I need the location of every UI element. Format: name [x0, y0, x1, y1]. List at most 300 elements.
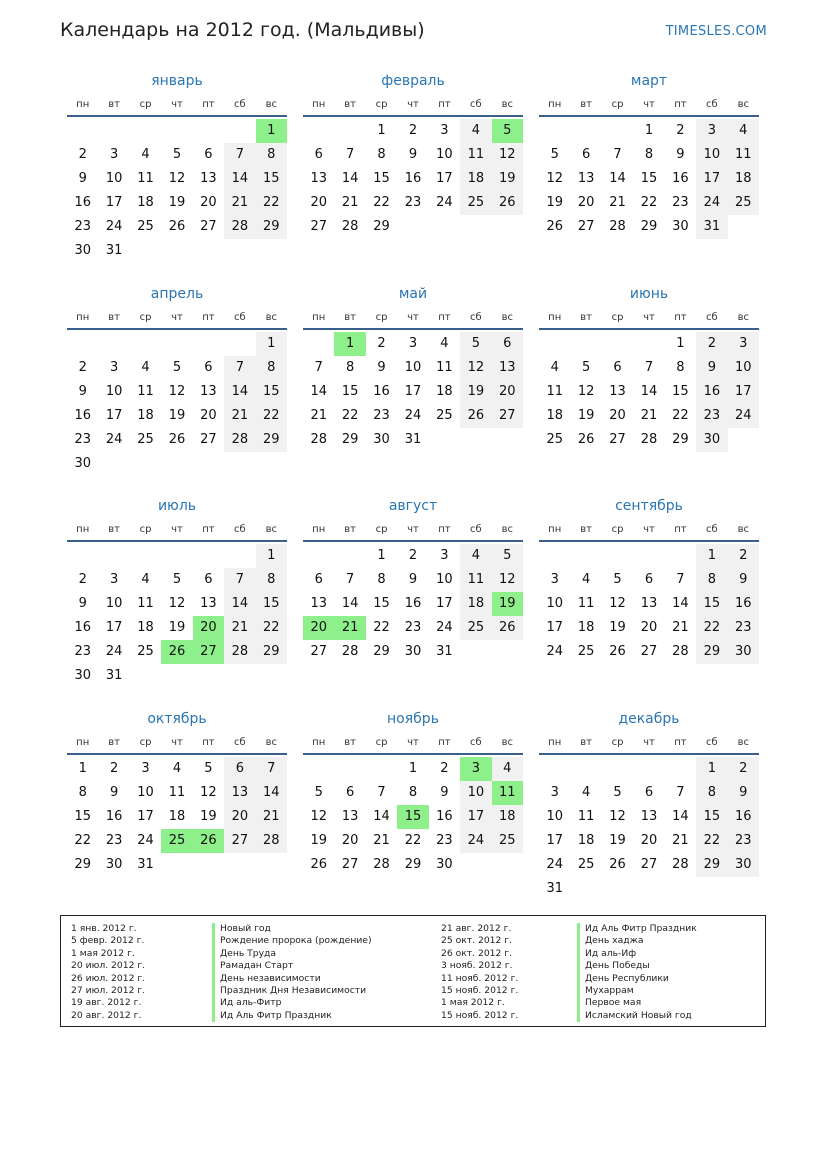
day-cell[interactable]: 21 [256, 805, 287, 829]
day-cell[interactable]: 18 [460, 592, 491, 616]
day-cell[interactable]: 14 [310, 384, 327, 399]
day-cell[interactable]: 21 [609, 195, 626, 210]
day-cell[interactable]: 18 [168, 809, 186, 824]
day-cell[interactable]: 22 [256, 404, 287, 428]
day-cell[interactable]: 28 [640, 432, 658, 447]
day-cell[interactable]: 25 [137, 219, 154, 234]
day-cell[interactable]: 20 [640, 833, 658, 848]
day-cell[interactable]: 4 [581, 785, 591, 800]
day-cell[interactable]: 18 [137, 408, 154, 423]
day-cell[interactable]: 11 [492, 781, 523, 805]
day-cell[interactable]: 2 [408, 548, 418, 563]
day-cell[interactable]: 26 [492, 191, 523, 215]
day-cell[interactable]: 12 [492, 143, 523, 167]
day-cell[interactable]: 25 [577, 857, 595, 872]
day-cell[interactable]: 24 [404, 408, 422, 423]
day-cell[interactable]: 26 [193, 829, 224, 853]
day-cell[interactable]: 30 [436, 857, 453, 872]
day-cell[interactable]: 17 [728, 380, 759, 404]
day-cell[interactable]: 9 [377, 360, 386, 375]
day-cell[interactable]: 29 [256, 215, 287, 239]
day-cell[interactable]: 10 [105, 171, 123, 186]
day-cell[interactable]: 29 [672, 432, 689, 447]
day-cell[interactable]: 4 [460, 119, 491, 143]
day-cell[interactable]: 18 [728, 167, 759, 191]
day-cell[interactable]: 4 [141, 147, 150, 162]
day-cell[interactable]: 12 [492, 568, 523, 592]
day-cell[interactable]: 27 [609, 432, 626, 447]
day-cell[interactable]: 24 [436, 195, 453, 210]
day-cell[interactable]: 23 [728, 616, 759, 640]
day-cell[interactable]: 17 [404, 384, 422, 399]
day-cell[interactable]: 14 [256, 781, 287, 805]
day-cell[interactable]: 4 [550, 360, 559, 375]
day-cell[interactable]: 18 [492, 805, 523, 829]
day-cell[interactable]: 25 [492, 829, 523, 853]
day-cell[interactable]: 27 [341, 857, 359, 872]
day-cell[interactable]: 3 [550, 572, 559, 587]
day-cell[interactable]: 2 [78, 572, 87, 587]
day-cell[interactable]: 11 [460, 143, 491, 167]
day-cell[interactable]: 27 [492, 404, 523, 428]
day-cell[interactable]: 16 [105, 809, 123, 824]
day-cell[interactable]: 27 [640, 857, 658, 872]
day-cell[interactable]: 15 [341, 384, 359, 399]
day-cell[interactable]: 10 [460, 781, 491, 805]
day-cell[interactable]: 20 [200, 195, 217, 210]
day-cell[interactable]: 31 [137, 857, 154, 872]
day-cell[interactable]: 4 [440, 336, 449, 351]
day-cell[interactable]: 14 [341, 171, 359, 186]
day-cell[interactable]: 19 [492, 167, 523, 191]
day-cell[interactable]: 27 [224, 829, 255, 853]
day-cell[interactable]: 1 [377, 548, 386, 563]
day-cell[interactable]: 15 [672, 384, 689, 399]
day-cell[interactable]: 13 [609, 384, 626, 399]
day-cell[interactable]: 12 [609, 596, 626, 611]
day-cell[interactable]: 28 [224, 428, 255, 452]
day-cell[interactable]: 7 [314, 360, 323, 375]
day-cell[interactable]: 2 [676, 123, 685, 138]
day-cell[interactable]: 24 [546, 644, 563, 659]
day-cell[interactable]: 29 [341, 432, 359, 447]
day-cell[interactable]: 12 [460, 356, 491, 380]
day-cell[interactable]: 30 [404, 644, 422, 659]
day-cell[interactable]: 31 [436, 644, 453, 659]
day-cell[interactable]: 29 [404, 857, 422, 872]
day-cell[interactable]: 21 [672, 833, 689, 848]
day-cell[interactable]: 10 [696, 143, 727, 167]
day-cell[interactable]: 11 [168, 785, 186, 800]
day-cell[interactable]: 21 [334, 616, 365, 640]
day-cell[interactable]: 30 [373, 432, 390, 447]
day-cell[interactable]: 15 [256, 592, 287, 616]
day-cell[interactable]: 3 [408, 336, 418, 351]
day-cell[interactable]: 7 [224, 143, 255, 167]
day-cell[interactable]: 26 [609, 857, 626, 872]
day-cell[interactable]: 8 [408, 785, 418, 800]
day-cell[interactable]: 21 [224, 616, 255, 640]
day-cell[interactable]: 6 [204, 360, 213, 375]
day-cell[interactable]: 2 [408, 123, 418, 138]
day-cell[interactable]: 7 [377, 785, 386, 800]
day-cell[interactable]: 25 [436, 408, 453, 423]
day-cell[interactable]: 20 [303, 616, 334, 640]
day-cell[interactable]: 1 [78, 761, 87, 776]
day-cell[interactable]: 11 [137, 596, 154, 611]
day-cell[interactable]: 6 [644, 785, 654, 800]
day-cell[interactable]: 13 [640, 809, 658, 824]
day-cell[interactable]: 16 [728, 592, 759, 616]
day-cell[interactable]: 30 [672, 219, 689, 234]
day-cell[interactable]: 5 [581, 360, 591, 375]
day-cell[interactable]: 13 [200, 171, 217, 186]
day-cell[interactable]: 28 [310, 432, 327, 447]
day-cell[interactable]: 28 [341, 219, 359, 234]
day-cell[interactable]: 22 [256, 191, 287, 215]
day-cell[interactable]: 7 [676, 785, 685, 800]
day-cell[interactable]: 26 [310, 857, 327, 872]
day-cell[interactable]: 24 [137, 833, 154, 848]
day-cell[interactable]: 5 [314, 785, 323, 800]
day-cell[interactable]: 8 [377, 147, 386, 162]
day-cell[interactable]: 8 [78, 785, 87, 800]
day-cell[interactable]: 6 [492, 332, 523, 356]
day-cell[interactable]: 22 [696, 616, 727, 640]
day-cell[interactable]: 26 [609, 644, 626, 659]
day-cell[interactable]: 23 [672, 195, 689, 210]
day-cell[interactable]: 27 [640, 644, 658, 659]
day-cell[interactable]: 12 [609, 809, 626, 824]
day-cell[interactable]: 3 [109, 360, 119, 375]
day-cell[interactable]: 23 [74, 219, 91, 234]
day-cell[interactable]: 2 [728, 757, 759, 781]
day-cell[interactable]: 9 [728, 781, 759, 805]
day-cell[interactable]: 16 [404, 171, 422, 186]
day-cell[interactable]: 29 [256, 640, 287, 664]
day-cell[interactable]: 2 [78, 147, 87, 162]
day-cell[interactable]: 21 [672, 620, 689, 635]
day-cell[interactable]: 5 [460, 332, 491, 356]
day-cell[interactable]: 15 [696, 805, 727, 829]
day-cell[interactable]: 3 [550, 785, 559, 800]
day-cell[interactable]: 17 [105, 620, 123, 635]
day-cell[interactable]: 17 [105, 408, 123, 423]
day-cell[interactable]: 3 [141, 761, 150, 776]
day-cell[interactable]: 19 [546, 195, 563, 210]
day-cell[interactable]: 5 [172, 360, 182, 375]
day-cell[interactable]: 21 [640, 408, 658, 423]
day-cell[interactable]: 28 [256, 829, 287, 853]
day-cell[interactable]: 9 [78, 384, 87, 399]
day-cell[interactable]: 2 [377, 336, 386, 351]
day-cell[interactable]: 1 [696, 757, 727, 781]
day-cell[interactable]: 9 [78, 171, 87, 186]
day-cell[interactable]: 13 [341, 809, 359, 824]
day-cell[interactable]: 23 [404, 195, 422, 210]
day-cell[interactable]: 31 [105, 243, 123, 258]
day-cell[interactable]: 4 [581, 572, 591, 587]
day-cell[interactable]: 26 [460, 404, 491, 428]
day-cell[interactable]: 11 [577, 809, 595, 824]
day-cell[interactable]: 11 [728, 143, 759, 167]
day-cell[interactable]: 26 [161, 640, 192, 664]
day-cell[interactable]: 27 [310, 219, 327, 234]
day-cell[interactable]: 5 [613, 785, 622, 800]
day-cell[interactable]: 14 [640, 384, 658, 399]
day-cell[interactable]: 8 [377, 572, 386, 587]
day-cell[interactable]: 12 [200, 785, 217, 800]
day-cell[interactable]: 15 [74, 809, 91, 824]
day-cell[interactable]: 15 [256, 167, 287, 191]
day-cell[interactable]: 1 [644, 123, 654, 138]
day-cell[interactable]: 2 [78, 360, 87, 375]
day-cell[interactable]: 8 [256, 143, 287, 167]
day-cell[interactable]: 28 [373, 857, 390, 872]
day-cell[interactable]: 15 [640, 171, 658, 186]
day-cell[interactable]: 1 [408, 761, 418, 776]
day-cell[interactable]: 27 [200, 219, 217, 234]
day-cell[interactable]: 16 [373, 384, 390, 399]
day-cell[interactable]: 31 [546, 881, 563, 896]
day-cell[interactable]: 2 [696, 332, 727, 356]
day-cell[interactable]: 22 [404, 833, 422, 848]
day-cell[interactable]: 14 [609, 171, 626, 186]
day-cell[interactable]: 29 [696, 640, 727, 664]
day-cell[interactable]: 4 [492, 757, 523, 781]
day-cell[interactable]: 15 [696, 592, 727, 616]
day-cell[interactable]: 29 [256, 428, 287, 452]
day-cell[interactable]: 23 [74, 432, 91, 447]
day-cell[interactable]: 9 [440, 785, 449, 800]
day-cell[interactable]: 15 [397, 805, 428, 829]
day-cell[interactable]: 24 [105, 644, 123, 659]
day-cell[interactable]: 28 [672, 857, 689, 872]
day-cell[interactable]: 8 [256, 568, 287, 592]
day-cell[interactable]: 6 [204, 147, 213, 162]
day-cell[interactable]: 22 [341, 408, 359, 423]
day-cell[interactable]: 20 [492, 380, 523, 404]
day-cell[interactable]: 11 [460, 568, 491, 592]
day-cell[interactable]: 7 [644, 360, 654, 375]
day-cell[interactable]: 23 [696, 404, 727, 428]
day-cell[interactable]: 1 [334, 332, 365, 356]
day-cell[interactable]: 18 [436, 384, 453, 399]
day-cell[interactable]: 28 [609, 219, 626, 234]
day-cell[interactable]: 28 [341, 644, 359, 659]
day-cell[interactable]: 27 [577, 219, 595, 234]
day-cell[interactable]: 22 [672, 408, 689, 423]
day-cell[interactable]: 7 [345, 572, 355, 587]
day-cell[interactable]: 11 [546, 384, 563, 399]
day-cell[interactable]: 19 [609, 833, 626, 848]
day-cell[interactable]: 26 [546, 219, 563, 234]
day-cell[interactable]: 23 [728, 829, 759, 853]
day-cell[interactable]: 23 [436, 833, 453, 848]
day-cell[interactable]: 5 [204, 761, 213, 776]
day-cell[interactable]: 24 [696, 191, 727, 215]
day-cell[interactable]: 12 [546, 171, 563, 186]
day-cell[interactable]: 4 [141, 360, 150, 375]
day-cell[interactable]: 5 [172, 147, 182, 162]
day-cell[interactable]: 3 [728, 332, 759, 356]
day-cell[interactable]: 5 [492, 119, 523, 143]
day-cell[interactable]: 6 [581, 147, 591, 162]
day-cell[interactable]: 14 [224, 167, 255, 191]
day-cell[interactable]: 3 [109, 147, 119, 162]
day-cell[interactable]: 28 [224, 640, 255, 664]
day-cell[interactable]: 20 [193, 616, 224, 640]
day-cell[interactable]: 27 [310, 644, 327, 659]
day-cell[interactable]: 15 [256, 380, 287, 404]
day-cell[interactable]: 15 [373, 171, 390, 186]
day-cell[interactable]: 6 [613, 360, 622, 375]
day-cell[interactable]: 3 [440, 548, 449, 563]
day-cell[interactable]: 9 [728, 568, 759, 592]
day-cell[interactable]: 11 [137, 171, 154, 186]
day-cell[interactable]: 13 [200, 384, 217, 399]
day-cell[interactable]: 7 [256, 757, 287, 781]
day-cell[interactable]: 22 [373, 195, 390, 210]
day-cell[interactable]: 29 [640, 219, 658, 234]
day-cell[interactable]: 19 [577, 408, 595, 423]
day-cell[interactable]: 26 [168, 432, 186, 447]
day-cell[interactable]: 19 [609, 620, 626, 635]
day-cell[interactable]: 3 [460, 757, 491, 781]
day-cell[interactable]: 9 [78, 596, 87, 611]
day-cell[interactable]: 4 [172, 761, 182, 776]
day-cell[interactable]: 10 [546, 596, 563, 611]
day-cell[interactable]: 18 [577, 833, 595, 848]
day-cell[interactable]: 13 [577, 171, 595, 186]
day-cell[interactable]: 2 [728, 544, 759, 568]
day-cell[interactable]: 12 [168, 384, 186, 399]
day-cell[interactable]: 17 [460, 805, 491, 829]
day-cell[interactable]: 10 [137, 785, 154, 800]
day-cell[interactable]: 30 [74, 456, 91, 471]
day-cell[interactable]: 29 [696, 853, 727, 877]
day-cell[interactable]: 19 [460, 380, 491, 404]
day-cell[interactable]: 19 [310, 833, 327, 848]
day-cell[interactable]: 6 [345, 785, 355, 800]
day-cell[interactable]: 13 [224, 781, 255, 805]
day-cell[interactable]: 27 [193, 640, 224, 664]
day-cell[interactable]: 13 [492, 356, 523, 380]
day-cell[interactable]: 11 [577, 596, 595, 611]
day-cell[interactable]: 4 [141, 572, 150, 587]
day-cell[interactable]: 21 [224, 191, 255, 215]
day-cell[interactable]: 30 [74, 243, 91, 258]
day-cell[interactable]: 13 [640, 596, 658, 611]
day-cell[interactable]: 25 [577, 644, 595, 659]
day-cell[interactable]: 6 [314, 147, 323, 162]
day-cell[interactable]: 23 [105, 833, 123, 848]
day-cell[interactable]: 13 [310, 171, 327, 186]
day-cell[interactable]: 8 [676, 360, 685, 375]
day-cell[interactable]: 3 [696, 119, 727, 143]
day-cell[interactable]: 18 [460, 167, 491, 191]
day-cell[interactable]: 19 [168, 195, 186, 210]
day-cell[interactable]: 16 [74, 195, 91, 210]
day-cell[interactable]: 8 [696, 568, 727, 592]
day-cell[interactable]: 30 [74, 668, 91, 683]
day-cell[interactable]: 18 [577, 620, 595, 635]
day-cell[interactable]: 26 [577, 432, 595, 447]
day-cell[interactable]: 9 [408, 147, 418, 162]
day-cell[interactable]: 1 [256, 332, 287, 356]
day-cell[interactable]: 10 [546, 809, 563, 824]
day-cell[interactable]: 3 [440, 123, 449, 138]
day-cell[interactable]: 14 [672, 809, 689, 824]
day-cell[interactable]: 4 [460, 544, 491, 568]
day-cell[interactable]: 24 [546, 857, 563, 872]
day-cell[interactable]: 5 [550, 147, 559, 162]
day-cell[interactable]: 5 [492, 544, 523, 568]
day-cell[interactable]: 1 [256, 544, 287, 568]
day-cell[interactable]: 14 [224, 592, 255, 616]
day-cell[interactable]: 10 [404, 360, 422, 375]
day-cell[interactable]: 1 [377, 123, 386, 138]
day-cell[interactable]: 25 [728, 191, 759, 215]
day-cell[interactable]: 13 [310, 596, 327, 611]
day-cell[interactable]: 6 [204, 572, 213, 587]
day-cell[interactable]: 30 [728, 853, 759, 877]
day-cell[interactable]: 18 [137, 620, 154, 635]
day-cell[interactable]: 20 [224, 805, 255, 829]
day-cell[interactable]: 22 [373, 620, 390, 635]
day-cell[interactable]: 11 [137, 384, 154, 399]
day-cell[interactable]: 22 [256, 616, 287, 640]
day-cell[interactable]: 10 [436, 572, 453, 587]
day-cell[interactable]: 7 [613, 147, 622, 162]
day-cell[interactable]: 10 [105, 596, 123, 611]
day-cell[interactable]: 31 [105, 668, 123, 683]
day-cell[interactable]: 12 [168, 596, 186, 611]
day-cell[interactable]: 16 [696, 380, 727, 404]
day-cell[interactable]: 23 [74, 644, 91, 659]
day-cell[interactable]: 7 [345, 147, 355, 162]
day-cell[interactable]: 16 [404, 596, 422, 611]
day-cell[interactable]: 28 [672, 644, 689, 659]
day-cell[interactable]: 24 [105, 219, 123, 234]
day-cell[interactable]: 3 [109, 572, 119, 587]
day-cell[interactable]: 27 [200, 432, 217, 447]
day-cell[interactable]: 9 [109, 785, 119, 800]
day-cell[interactable]: 12 [310, 809, 327, 824]
day-cell[interactable]: 17 [137, 809, 154, 824]
day-cell[interactable]: 7 [676, 572, 685, 587]
day-cell[interactable]: 16 [74, 620, 91, 635]
day-cell[interactable]: 20 [640, 620, 658, 635]
day-cell[interactable]: 29 [74, 857, 91, 872]
day-cell[interactable]: 19 [168, 408, 186, 423]
day-cell[interactable]: 8 [644, 147, 654, 162]
day-cell[interactable]: 20 [310, 195, 327, 210]
day-cell[interactable]: 7 [224, 356, 255, 380]
day-cell[interactable]: 24 [728, 404, 759, 428]
day-cell[interactable]: 8 [345, 360, 355, 375]
day-cell[interactable]: 16 [672, 171, 689, 186]
day-cell[interactable]: 1 [696, 544, 727, 568]
day-cell[interactable]: 26 [168, 219, 186, 234]
day-cell[interactable]: 28 [224, 215, 255, 239]
day-cell[interactable]: 17 [546, 620, 563, 635]
day-cell[interactable]: 24 [105, 432, 123, 447]
day-cell[interactable]: 26 [492, 616, 523, 640]
day-cell[interactable]: 17 [546, 833, 563, 848]
day-cell[interactable]: 25 [546, 432, 563, 447]
day-cell[interactable]: 2 [440, 761, 449, 776]
